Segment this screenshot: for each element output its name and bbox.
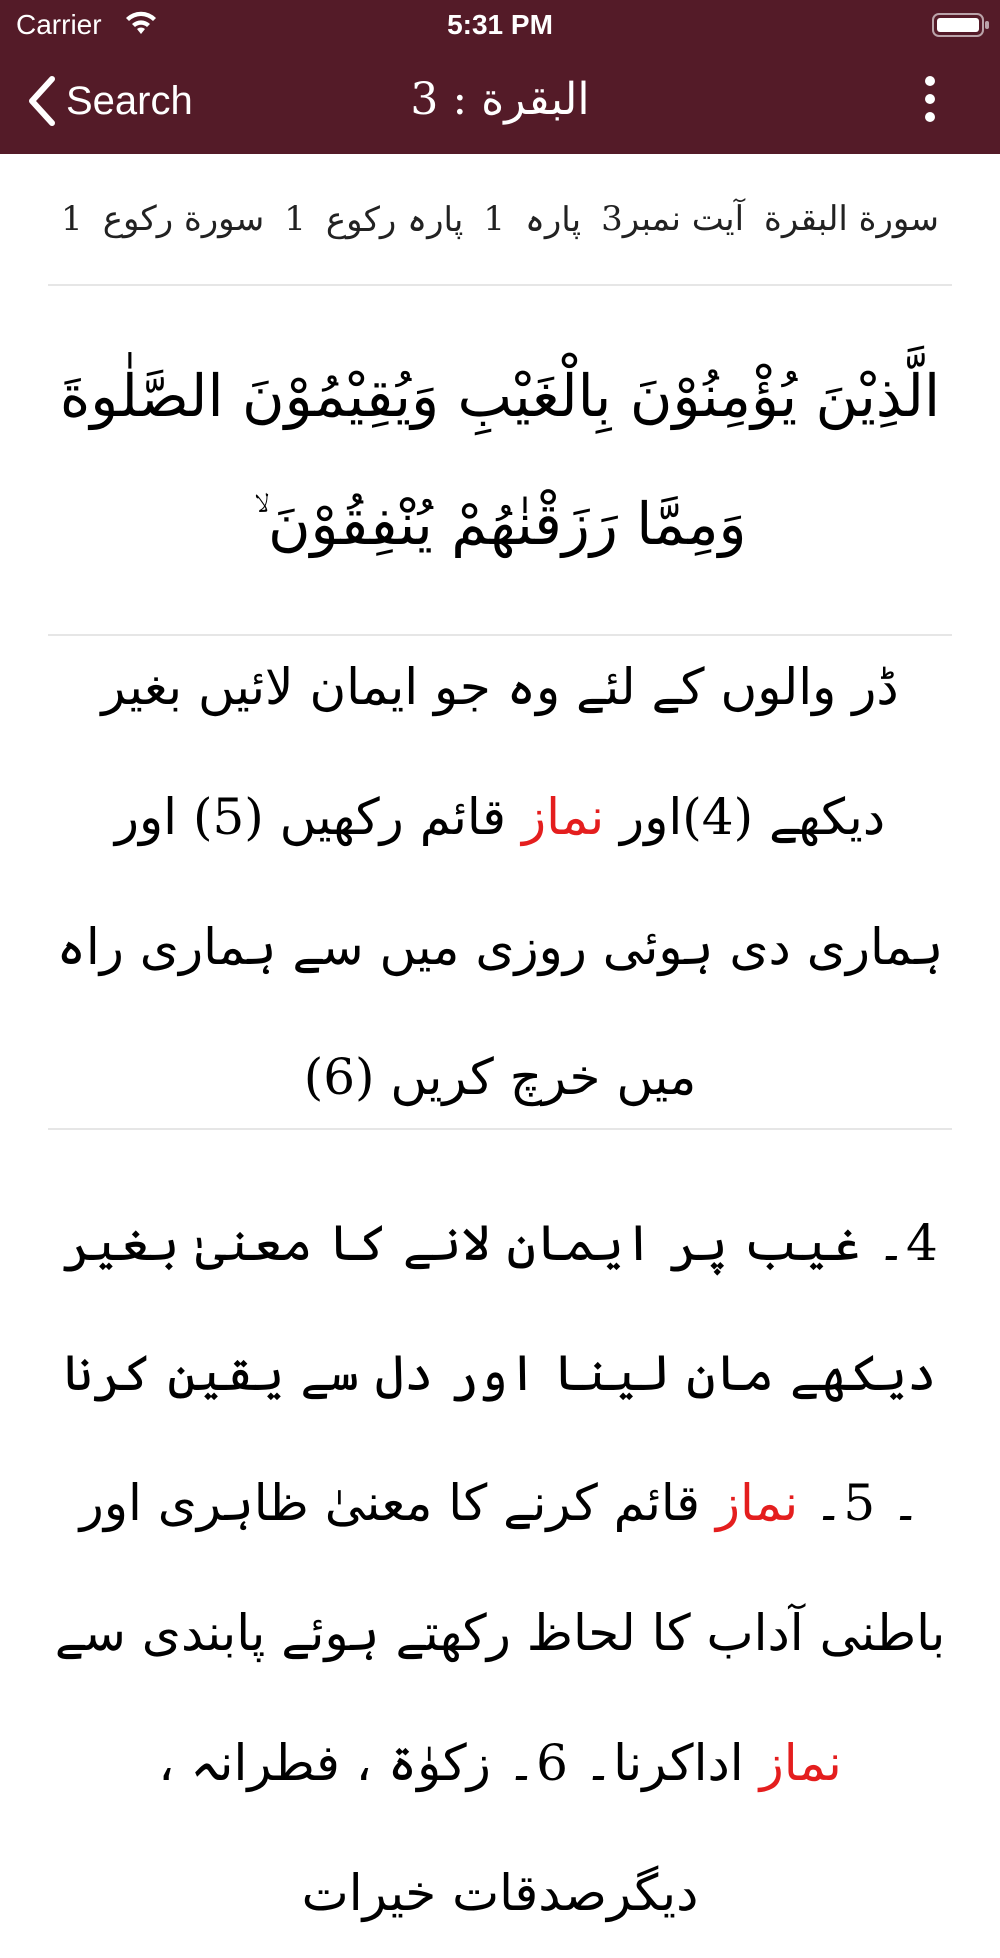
surah-ruku-number: 1 bbox=[61, 199, 83, 239]
more-menu-button[interactable] bbox=[918, 76, 942, 130]
para-number: 1 bbox=[483, 199, 505, 239]
navigation-bar bbox=[0, 50, 1000, 154]
translation-text bbox=[48, 622, 952, 1142]
back-button-label: Search bbox=[66, 78, 193, 123]
ayah-number-label: آیت نمبر bbox=[622, 199, 745, 239]
clock: 5:31 PM bbox=[447, 9, 553, 40]
ayah-number: 3 bbox=[601, 199, 623, 239]
para-ruku-number: 1 bbox=[284, 199, 306, 239]
battery-icon bbox=[932, 12, 990, 38]
para-label: پارہ bbox=[524, 199, 582, 240]
status-bar bbox=[0, 0, 1000, 50]
ayah-content bbox=[48, 154, 952, 1958]
urdu-translation bbox=[48, 636, 952, 1128]
tafsir-part: اداکرنا۔ 6۔ زکوٰۃ ، فطرانہ ، دیگرصدقات خیرات bbox=[158, 1734, 760, 1922]
surah-name: سورة البقرة bbox=[764, 199, 939, 239]
highlighted-word: نماز bbox=[759, 1734, 842, 1792]
carrier-label: Carrier bbox=[16, 9, 102, 40]
para-ruku-label: پارہ رکوع bbox=[325, 199, 464, 240]
highlighted-word: نماز bbox=[715, 1474, 799, 1532]
tafsir-part: 4۔ غیب پر ایمان لانے کا معنیٰ بغیر دیکھے مان لینا اور دل سے یقین کرنا ۔ 5۔ bbox=[62, 1214, 938, 1532]
arabic-ayah-text bbox=[48, 286, 952, 634]
ayah-number-group bbox=[601, 199, 744, 239]
ayah-info-line bbox=[48, 154, 952, 284]
more-vertical-icon bbox=[925, 76, 935, 86]
translation-part: ڈر والوں کے لئے وہ جو ایمان لائیں بغیر دیکھے (4)اور bbox=[101, 658, 899, 846]
tafsir-text bbox=[48, 1130, 952, 1958]
page-title: البقرة : 3 bbox=[410, 74, 590, 125]
more-vertical-icon-dot bbox=[925, 94, 935, 104]
arabic-ayah: الَّذِيْنَ يُؤْمِنُوْنَ بِالْغَيْبِ وَيُقِيْمُوْنَ الصَّلٰوةَ وَمِمَّا رَزَقْنٰهُمْ يُنْفِقُوْنَ ۙ bbox=[59, 362, 941, 558]
tafsir-part: قائم کرنے کا معنیٰ ظاہری اور باطنی آداب کا لحاظ رکھتے ہوئے پابندی سے bbox=[54, 1474, 946, 1662]
translation-part: قائم رکھیں (5) اور ہماری دی ہوئی روزی میں سے ہماری راہ میں خرچ کریں (6) bbox=[56, 788, 944, 1106]
surah-ruku-label: سورة رکوع bbox=[102, 199, 265, 239]
more-vertical-icon-dot bbox=[925, 112, 935, 122]
highlighted-word: نماز bbox=[521, 788, 605, 846]
